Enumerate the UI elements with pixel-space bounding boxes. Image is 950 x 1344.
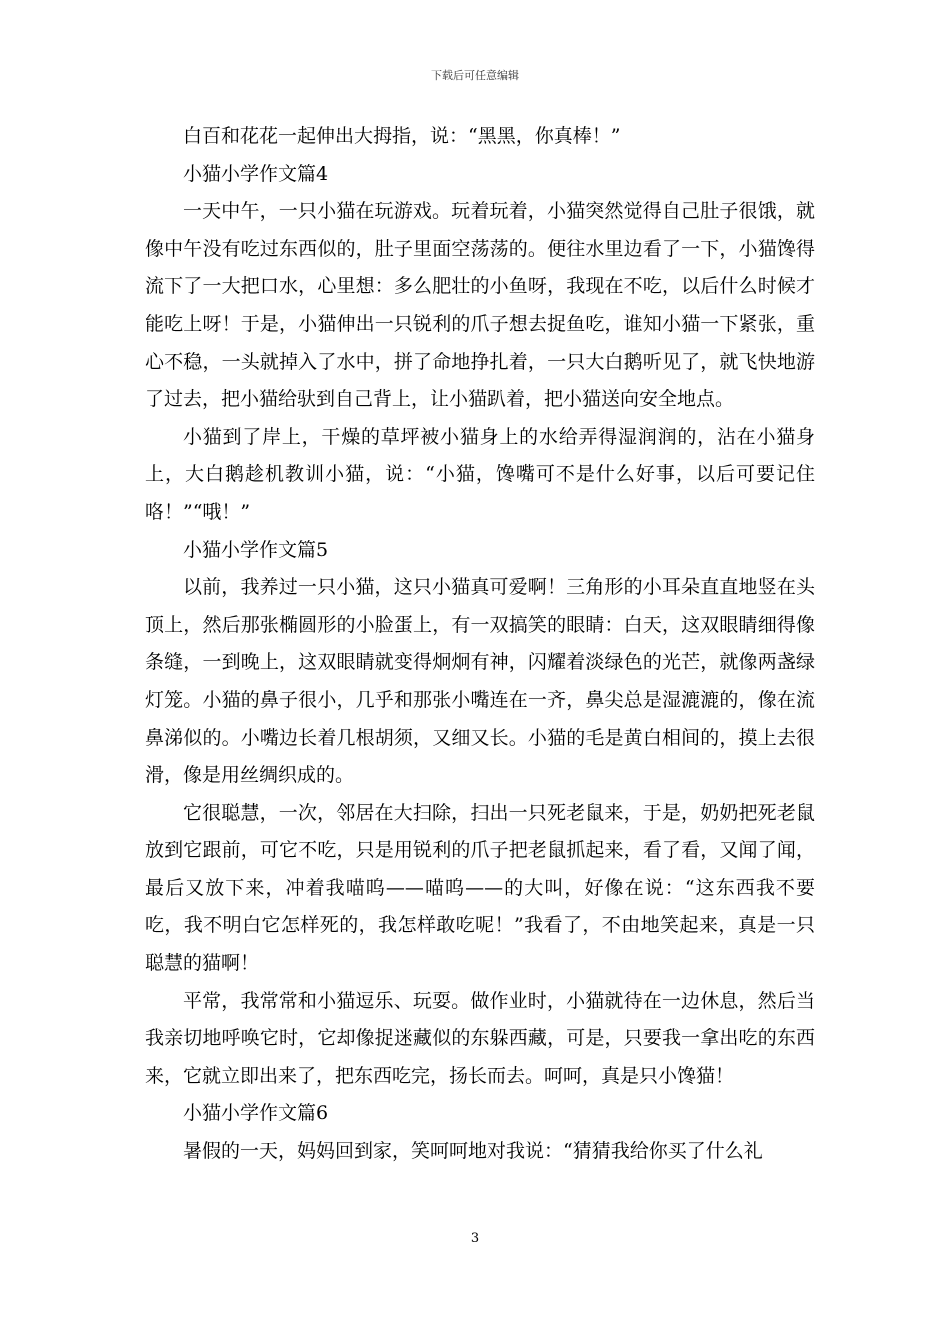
page-number: 3 [470,1231,480,1246]
paragraph: 一天中午，一只小猫在玩游戏。玩着玩着，小猫突然觉得自己肚子很饿，就像中午没有吃过东西似的，肚子里面空荡荡的。便往水里边看了一下，小猫馋得流下了一大把口水，心里想：多么肥壮的小鱼呀，我现在不吃，以后什么时候才能吃上呀！于是，小猫伸出一只锐利的爪子想去捉鱼吃，谁知小猫一下紧张，重心不稳，一头就掉入了水中，拼了命地挣扎着，一只大白鹅听见了，就飞快地游了过去，把小猫给驮到自己背上，让小猫趴着，把小猫送向安全地点。 [145,200,815,411]
paragraph: 它很聪慧，一次，邻居在大扫除，扫出一只死老鼠来，于是，奶奶把死老鼠放到它跟前，可它不吃，只是用锐利的爪子把老鼠抓起来，看了看，又闻了闻，最后又放下来，冲着我喵呜——喵呜——的大叫，好像在说：“这东西我不要吃，我不明白它怎样死的，我怎样敢吃呢！”我看了，不由地笑起来，真是一只聪慧的猫啊！ [145,801,815,975]
section-title: 小猫小学作文篇6 [183,1102,329,1125]
paragraph: 白百和花花一起伸出大拇指，说：“黑黑，你真棒！” [183,125,621,147]
section-title: 小猫小学作文篇4 [183,162,329,185]
paragraph: 以前，我养过一只小猫，这只小猫真可爱啊！三角形的小耳朵直直地竖在头顶上，然后那张椭圆形的小脸蛋上，有一双搞笑的眼睛：白天，这双眼睛细得像条缝，一到晚上，这双眼睛就变得炯炯有神，闪耀着淡绿色的光芒，就像两盏绿灯笼。小猫的鼻子很小，几乎和那张小嘴连在一齐，鼻尖总是湿漉漉的，像在流鼻涕似的。小嘴边长着几根胡须，又细又长。小猫的毛是黄白相间的，摸上去很滑，像是用丝绸织成的。 [145,576,815,787]
paragraph: 小猫到了岸上，干燥的草坪被小猫身上的水给弄得湿润润的，沾在小猫身上，大白鹅趁机教训小猫，说：“小猫，馋嘴可不是什么好事，以后可要记住咯！”“哦！” [145,425,815,523]
document-body [145,118,815,1171]
page-header: 下载后可任意编辑 [431,69,519,82]
section-title: 小猫小学作文篇5 [183,538,329,561]
paragraph: 暑假的一天，妈妈回到家，笑呵呵地对我说：“猜猜我给你买了什么礼 [183,1140,763,1163]
paragraph: 平常，我常常和小猫逗乐、玩耍。做作业时，小猫就待在一边休息，然后当我亲切地呼唤它时，它却像捉迷藏似的东躲西藏，可是，只要我一拿出吃的东西来，它就立即出来了，把东西吃完，扬长而去。呵呵，真是只小馋猫！ [145,989,815,1087]
